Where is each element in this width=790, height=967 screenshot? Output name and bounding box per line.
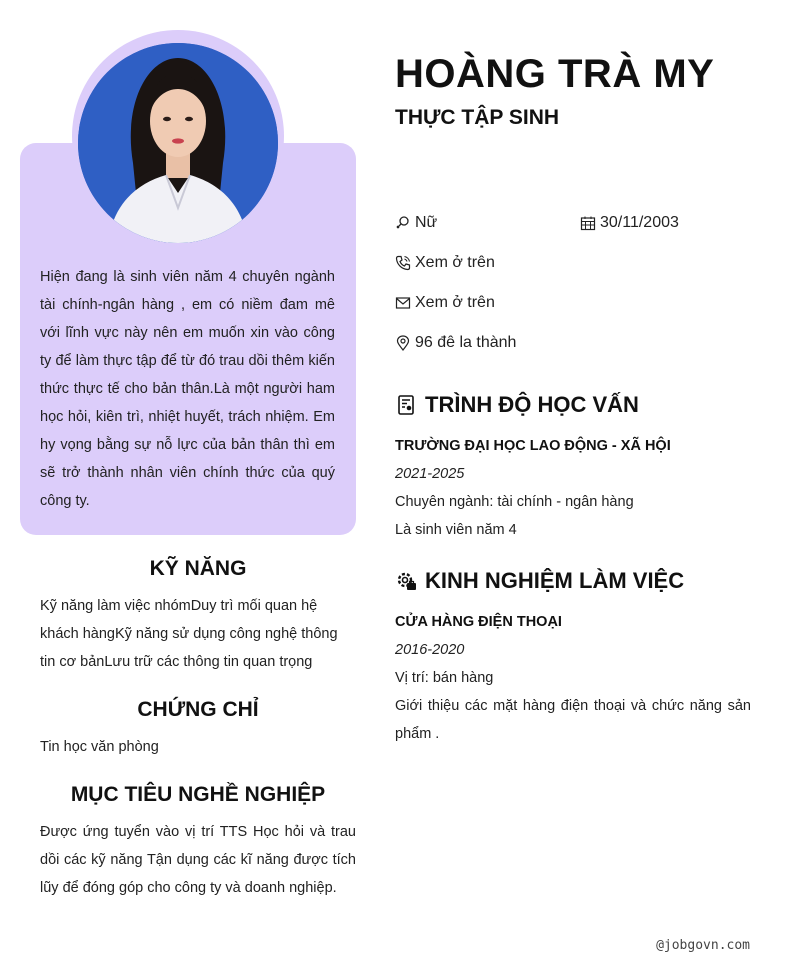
gender-info xyxy=(395,214,437,232)
phone-value: Xem ở trên xyxy=(415,254,495,271)
experience-position: Vị trí: bán hàng xyxy=(395,670,494,686)
briefcase-gear-icon xyxy=(395,570,417,592)
education-header xyxy=(395,392,639,418)
candidate-role: THỰC TẬP SINH xyxy=(395,106,560,129)
birthday-info xyxy=(580,214,679,232)
experience-header xyxy=(395,568,684,594)
experience-title: KINH NGHIỆM LÀM VIỆC xyxy=(425,568,685,593)
email-info xyxy=(395,294,495,312)
objective-title: MỤC TIÊU NGHỀ NGHIỆP xyxy=(70,783,326,806)
phone-icon xyxy=(395,255,411,271)
objective-text: Được ứng tuyển vào vị trí TTS Học hỏi và trau dồi các kỹ năng Tận dụng các kĩ năng được tích lũy để đóng góp cho công ty và doanh nghiệp. xyxy=(40,824,356,896)
address-info xyxy=(395,334,516,352)
address-value: 96 đê la thành xyxy=(415,334,517,351)
watermark: @jobgovn.com xyxy=(656,938,750,953)
education-title: TRÌNH ĐỘ HỌC VẤN xyxy=(425,392,639,417)
gender-icon xyxy=(395,215,411,231)
education-school: TRƯỜNG ĐẠI HỌC LAO ĐỘNG - XÃ HỘI xyxy=(395,438,671,454)
experience-period: 2016-2020 xyxy=(395,642,465,658)
education-icon xyxy=(395,394,417,416)
education-period: 2021-2025 xyxy=(395,466,465,482)
birthday-value: 30/11/2003 xyxy=(600,214,679,231)
skills-title: KỸ NĂNG xyxy=(149,557,247,580)
skills-text: Kỹ năng làm việc nhómDuy trì mối quan hệ khách hàngKỹ năng sử dụng công nghệ thông tin cơ bảnLưu trữ các thông tin quan trọng xyxy=(40,598,338,670)
candidate-name: HOÀNG TRÀ MY xyxy=(395,52,715,96)
experience-company: CỬA HÀNG ĐIỆN THOẠI xyxy=(395,614,562,630)
email-value: Xem ở trên xyxy=(415,294,495,311)
education-major: Chuyên ngành: tài chính - ngân hàng xyxy=(395,494,634,510)
certificates-text: Tin học văn phòng xyxy=(40,739,159,755)
location-pin-icon xyxy=(395,335,411,351)
phone-info xyxy=(395,254,495,272)
about-text: Hiện đang là sinh viên năm 4 chuyên ngành tài chính-ngân hàng , em có niềm đam mê với lĩnh vực này nên em muốn xin vào công ty để làm thực tập để từ đó trau dồi thêm kiến thức thực tế cho bản thân.Là một người ham học hỏi, kiên trì, nhiệt huyết, trách nhiệm. Em hy vọng bằng sự nỗ lực của bản thân thì em sẽ trở thành nhân viên chính thức của quý công ty. xyxy=(40,269,335,509)
gender-value: Nữ xyxy=(415,214,438,231)
portrait-image xyxy=(78,43,278,243)
education-note: Là sinh viên năm 4 xyxy=(395,522,517,538)
calendar-icon xyxy=(580,215,596,231)
experience-description: Giới thiệu các mặt hàng điện thoại và chức năng sản phẩm . xyxy=(395,698,751,742)
certificates-title: CHỨNG CHỈ xyxy=(137,698,259,721)
mail-icon xyxy=(395,295,411,311)
avatar xyxy=(78,43,278,243)
